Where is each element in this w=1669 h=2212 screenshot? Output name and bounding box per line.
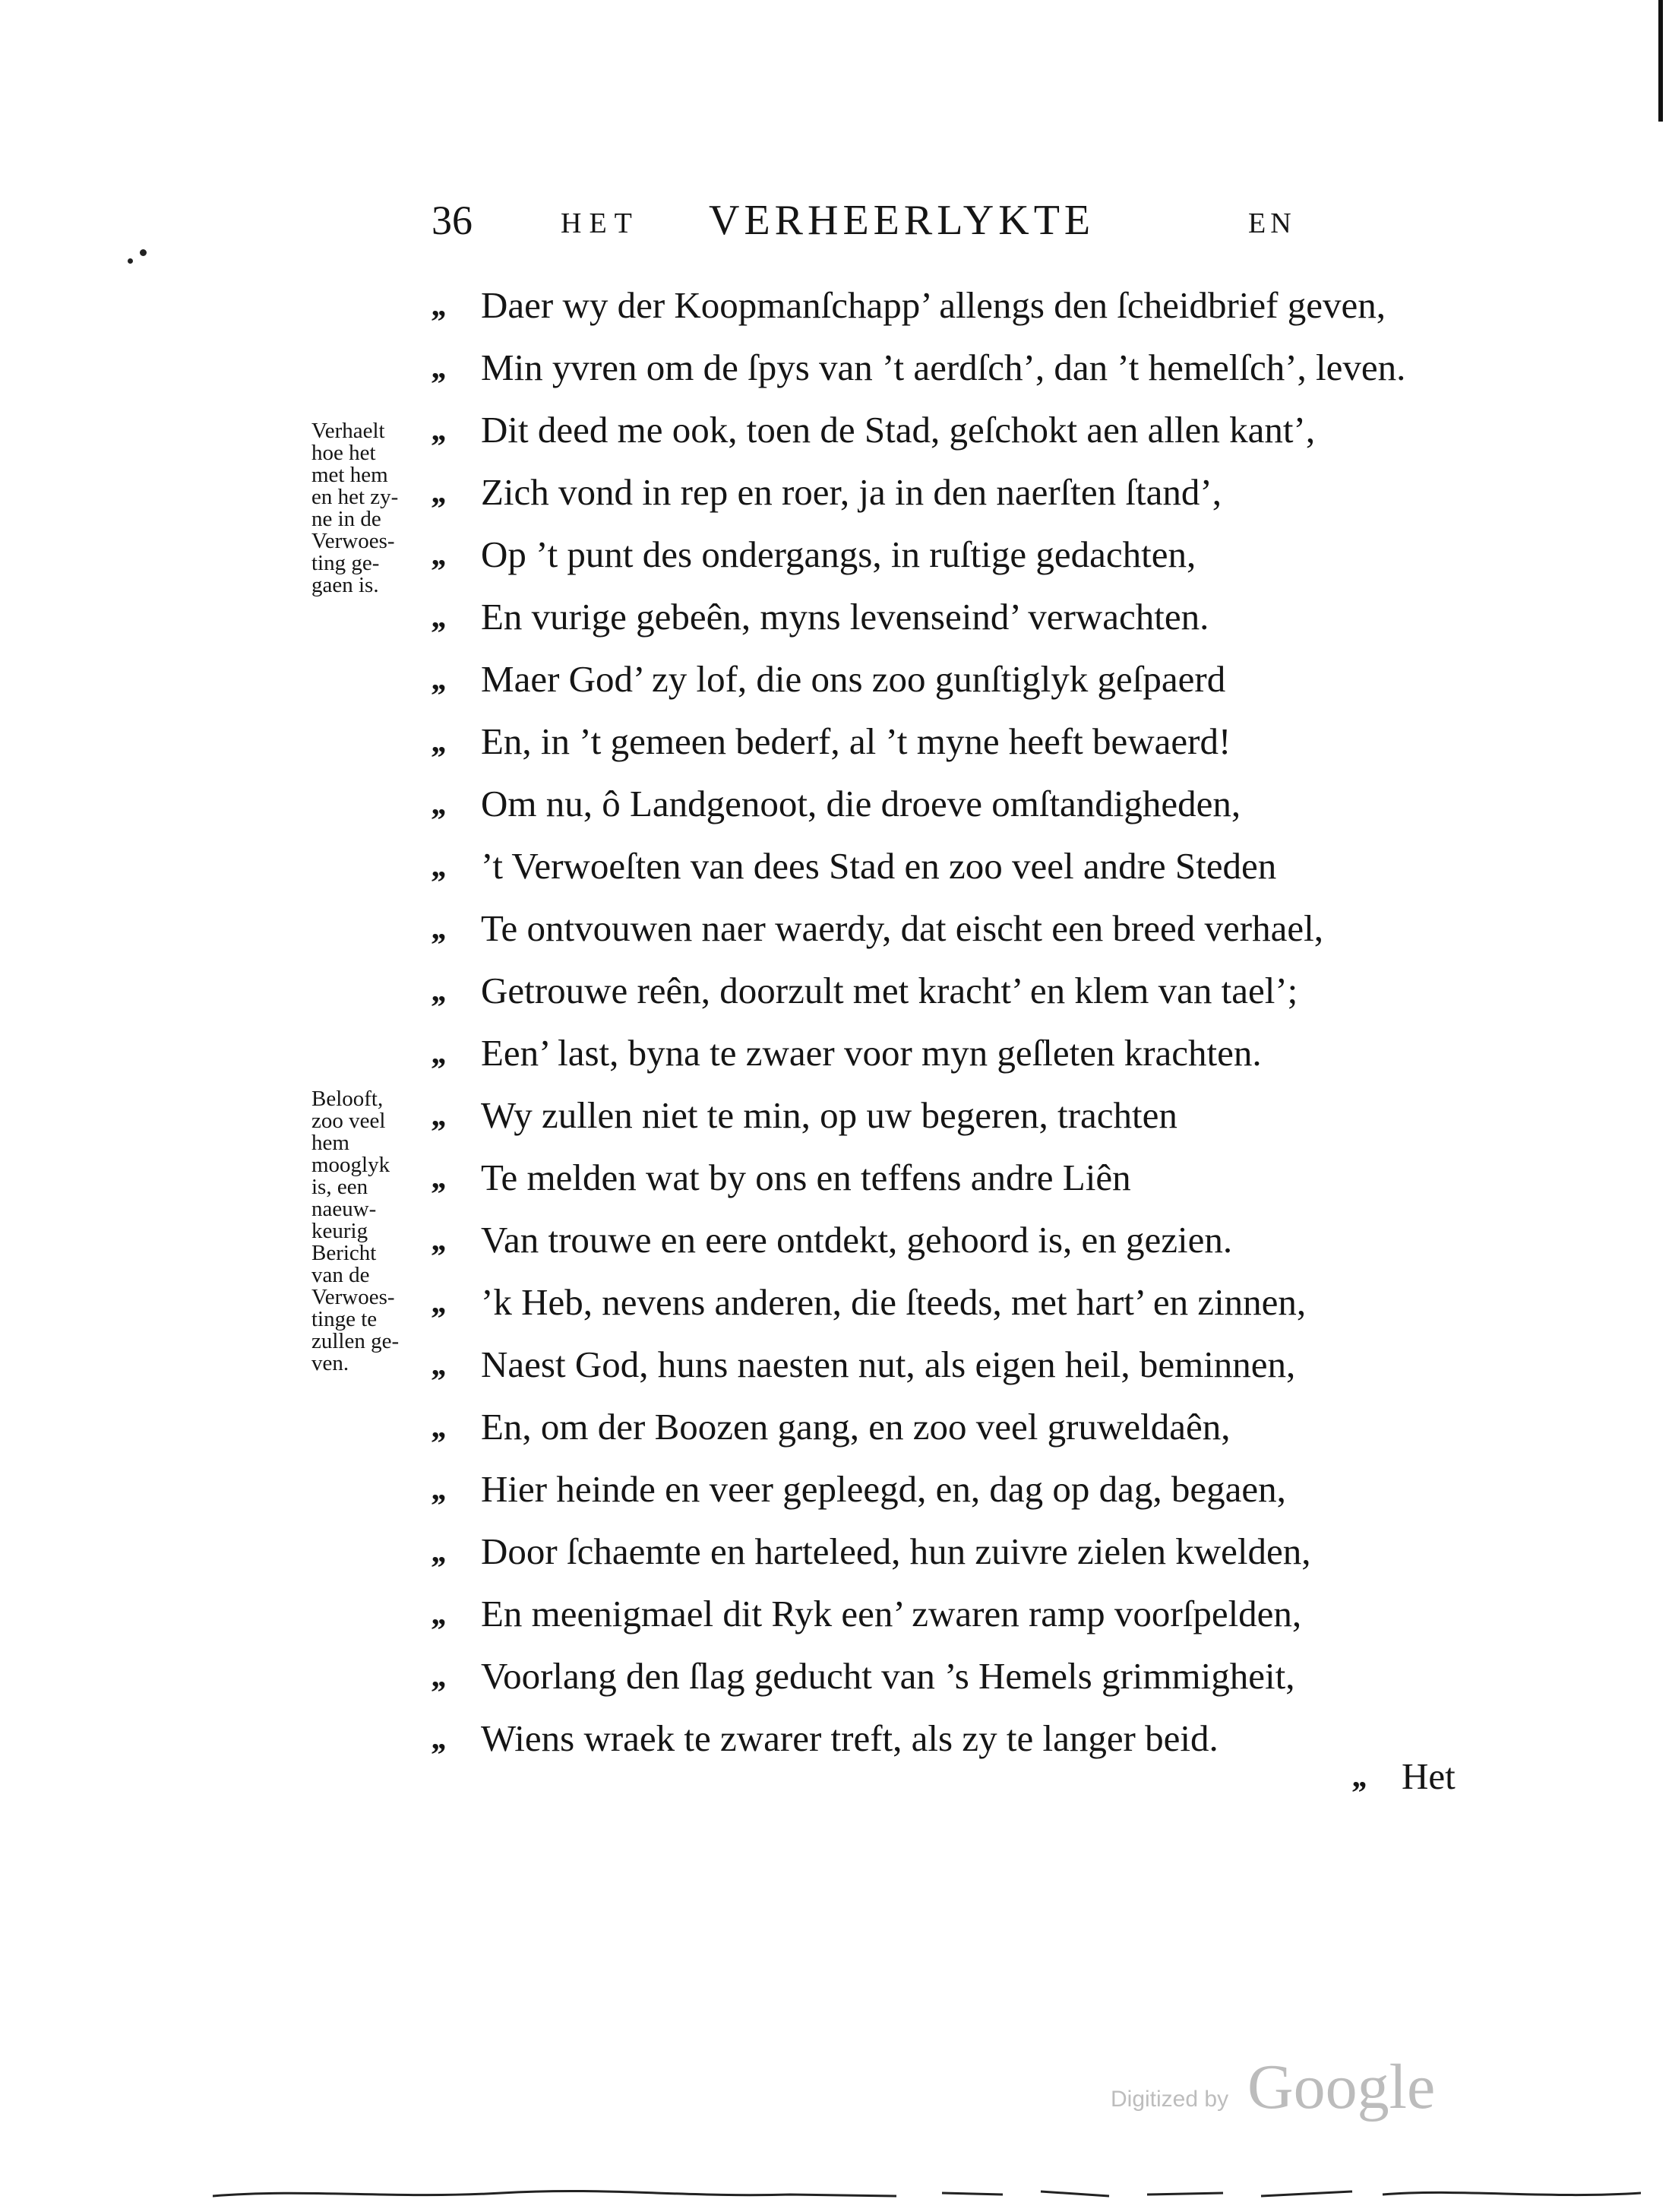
verse-line bbox=[431, 1147, 1474, 1209]
google-watermark bbox=[1111, 2053, 1506, 2122]
quote-mark: ,, bbox=[431, 1347, 444, 1382]
margin-note-line: Verwoes- bbox=[311, 529, 395, 553]
verse-line bbox=[431, 1271, 1474, 1334]
margin-note-line: Belooft, bbox=[311, 1087, 384, 1111]
quote-mark: ,, bbox=[431, 1410, 444, 1445]
verse-line bbox=[431, 1521, 1474, 1583]
quote-mark: ,, bbox=[431, 1659, 444, 1694]
verse-text: Maer God’ zy lof, die ons zoo gunſtiglyk geſpaerd bbox=[481, 658, 1226, 700]
verse-line bbox=[431, 586, 1474, 648]
margin-note-line: Bericht bbox=[311, 1241, 377, 1265]
quote-mark: ,, bbox=[431, 786, 444, 821]
margin-note-line: hem bbox=[311, 1131, 349, 1155]
verse-text: En, om der Boozen gang, en zoo veel gruweldaên, bbox=[481, 1406, 1231, 1448]
verse-line bbox=[431, 1707, 1474, 1770]
running-head-title: VERHEERLYKTE bbox=[709, 197, 1095, 244]
verse-line bbox=[431, 399, 1474, 461]
verse-line bbox=[431, 524, 1474, 586]
quote-mark: ,, bbox=[431, 1534, 444, 1569]
page-edge-line bbox=[1658, 0, 1663, 122]
verse-text: En meenigmael dit Ryk een’ zwaren ramp voorſpelden, bbox=[481, 1593, 1302, 1634]
margin-note-line: zoo veel bbox=[311, 1109, 386, 1133]
verse-text: Voorlang den ſlag geducht van ’s Hemels grimmigheit, bbox=[481, 1655, 1295, 1697]
verse-text: En, in ’t gemeen bederf, al ’t myne heeft bewaerd! bbox=[481, 720, 1231, 762]
margin-note-line: ven. bbox=[311, 1351, 349, 1375]
margin-note-line: Verhaelt bbox=[311, 419, 385, 443]
verse-text: Om nu, ô Landgenoot, die droeve omſtandigheden, bbox=[481, 783, 1241, 824]
verse-text: Te ontvouwen naer waerdy, dat eischt een breed verhael, bbox=[481, 907, 1323, 949]
quote-mark: ,, bbox=[431, 600, 444, 634]
verse-text: Min yvren om de ſpys van ’t aerdſch’, dan ’t hemelſch’, leven. bbox=[481, 347, 1406, 388]
margin-note-line: van de bbox=[311, 1263, 370, 1287]
verse-text: Te melden wat by ons en teffens andre Liên bbox=[481, 1157, 1131, 1198]
verse-text: Dit deed me ook, toen de Stad, geſchokt aen allen kant’, bbox=[481, 409, 1316, 451]
quote-mark: ,, bbox=[431, 350, 444, 385]
margin-note-line: keurig bbox=[311, 1219, 368, 1243]
verse-line bbox=[431, 960, 1474, 1022]
quote-mark: ,, bbox=[431, 973, 444, 1008]
ink-speck bbox=[128, 258, 133, 264]
running-head-left: HET bbox=[561, 207, 640, 239]
margin-note-line: is, een bbox=[311, 1175, 368, 1199]
running-head bbox=[431, 194, 1313, 247]
margin-note-line: naeuw- bbox=[311, 1197, 377, 1221]
quote-mark: ,, bbox=[431, 1098, 444, 1133]
margin-note-line: zullen ge- bbox=[311, 1329, 400, 1353]
catchword bbox=[1352, 1745, 1474, 1808]
verse-text: Zich vond in rep en roer, ja in den naerſten ſtand’, bbox=[481, 471, 1222, 513]
quote-mark: ,, bbox=[431, 1223, 444, 1258]
verse-text: Naest God, huns naesten nut, als eigen heil, beminnen, bbox=[481, 1343, 1296, 1385]
margin-note-line: met hem bbox=[311, 463, 388, 487]
margin-note-line: gaen is. bbox=[311, 573, 379, 597]
verse-text: Daer wy der Koopmanſchapp’ allengs den ſcheidbrief geven, bbox=[481, 284, 1386, 326]
quote-mark: ,, bbox=[431, 849, 444, 884]
verse-line bbox=[431, 1645, 1474, 1707]
margin-note-line: ne in de bbox=[311, 507, 381, 531]
quote-mark: ,, bbox=[431, 662, 444, 697]
verse-line bbox=[431, 897, 1474, 960]
quote-mark: ,, bbox=[431, 1721, 444, 1756]
verse-line bbox=[431, 1396, 1474, 1458]
running-head-right: EN bbox=[1248, 207, 1296, 239]
verse-text: Op ’t punt des ondergangs, in ruſtige gedachten, bbox=[481, 533, 1196, 575]
ink-speck bbox=[140, 249, 147, 256]
verse-text: Door ſchaemte en harteleed, hun zuivre zielen kwelden, bbox=[481, 1530, 1311, 1572]
verse-line bbox=[431, 1458, 1474, 1521]
catchword-text: Het bbox=[1402, 1755, 1456, 1797]
page-number: 36 bbox=[431, 198, 473, 243]
verse-text: ’t Verwoeſten van dees Stad en zoo veel andre Steden bbox=[481, 845, 1277, 887]
quote-mark: ,, bbox=[431, 288, 444, 323]
verse-text: Hier heinde en veer gepleegd, en, dag op dag, begaen, bbox=[481, 1468, 1286, 1510]
watermark-digitized-text: Digitized by bbox=[1111, 2087, 1229, 2112]
verse-line bbox=[431, 1209, 1474, 1271]
verse-text: En vurige gebeên, myns levenseind’ verwachten. bbox=[481, 596, 1209, 638]
quote-mark: ,, bbox=[431, 1160, 444, 1195]
verse-text: Wiens wraek te zwarer treft, als zy te langer beid. bbox=[481, 1717, 1219, 1759]
quote-mark: ,, bbox=[431, 1472, 444, 1507]
margin-note-line: Verwoes- bbox=[311, 1285, 395, 1309]
verse-line bbox=[431, 835, 1474, 897]
quote-mark: ,, bbox=[431, 537, 444, 572]
verse-line bbox=[431, 710, 1474, 773]
verse-text: Wy zullen niet te min, op uw begeren, trachten bbox=[481, 1094, 1177, 1136]
margin-note-line: en het zy- bbox=[311, 485, 399, 509]
quote-mark: ,, bbox=[1352, 1759, 1365, 1794]
verse-line bbox=[431, 773, 1474, 835]
margin-note-verhaelt bbox=[311, 420, 429, 597]
verse-line bbox=[431, 1334, 1474, 1396]
margin-note-line: hoe het bbox=[311, 441, 376, 465]
quote-mark: ,, bbox=[431, 1036, 444, 1071]
verse-text: Een’ last, byna te zwaer voor myn geſleten krachten. bbox=[481, 1032, 1262, 1074]
google-logo: Google bbox=[1247, 2052, 1436, 2122]
quote-mark: ,, bbox=[431, 413, 444, 448]
quote-mark: ,, bbox=[431, 475, 444, 510]
quote-mark: ,, bbox=[431, 1285, 444, 1320]
quote-mark: ,, bbox=[431, 724, 444, 759]
verse-text: ’k Heb, nevens anderen, die ſteeds, met hart’ en zinnen, bbox=[481, 1281, 1307, 1323]
verse-line bbox=[431, 337, 1474, 399]
margin-note-line: ting ge- bbox=[311, 551, 380, 575]
margin-note-line: mooglyk bbox=[311, 1153, 390, 1177]
verse-text: Getrouwe reên, doorzult met kracht’ en klem van tael’; bbox=[481, 970, 1298, 1011]
verse-text: Van trouwe en eere ontdekt, gehoord is, en gezien. bbox=[481, 1219, 1233, 1261]
verse-line bbox=[431, 648, 1474, 710]
verse-line bbox=[431, 1583, 1474, 1645]
margin-note-belooft bbox=[311, 1088, 429, 1375]
verse-line bbox=[431, 274, 1474, 337]
verse-line bbox=[431, 461, 1474, 524]
quote-mark: ,, bbox=[431, 911, 444, 946]
quote-mark: ,, bbox=[431, 1597, 444, 1631]
verse-line bbox=[431, 1022, 1474, 1084]
margin-note-line: tinge te bbox=[311, 1307, 378, 1331]
verse-line bbox=[431, 1084, 1474, 1147]
bottom-edge-scan-marks bbox=[213, 2185, 1641, 2204]
